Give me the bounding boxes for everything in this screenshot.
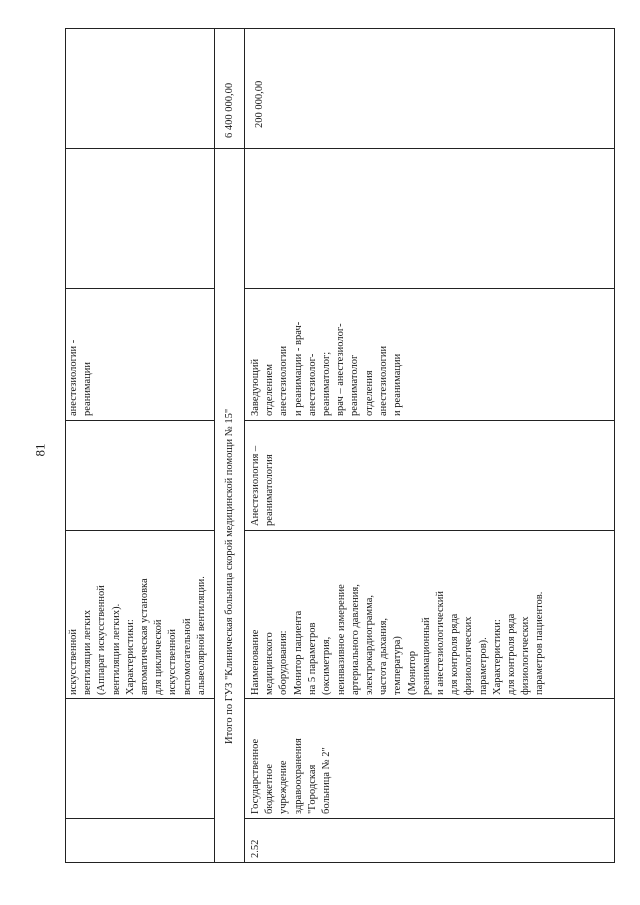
total-amount: 6 400 000,00 (224, 82, 235, 138)
row-number: 2.52 (250, 839, 261, 858)
col-divider-a2 (245, 148, 615, 149)
institution-cell (245, 698, 615, 818)
total-label: Итого по ГУЗ "Клиническая больница скорой медицинской помощи № 15" (224, 408, 235, 744)
continuation-equipment-text: искусственной вентиляции легких (Аппарат искусственной вентиляции легких). Характеристики: автоматическая установка для циклической искусственной вспомогательной альвеолярной вентиляции. (68, 576, 207, 695)
equipment-text: Монитор пациента на 5 параметров (оксиметрия, неинвазивное измерение артериального давления, электрокардиограмма, частота дыхания, температура) (Монитор реанимационный и анестезиологический для контроля ряда физиологических параметров). Характеристики: для контроля ряда физиологических параметров пациентов. (293, 584, 546, 695)
specialty-cell (245, 420, 615, 530)
equipment-cell (245, 530, 615, 698)
page-number: 81 (32, 443, 48, 457)
col-divider-e (65, 698, 215, 699)
row-number-cell (245, 818, 615, 862)
document-table (65, 28, 615, 863)
total-amount-cell (215, 28, 245, 148)
responsible-text: Заведующий отделением анестезиологии и реанимации - врач- анестезиолог- реаниматолог; врач – анестезиолог- реаниматолог отделения анестезиологии и реанимации (250, 321, 404, 416)
amount-text: 200 000,00 (254, 80, 265, 128)
table-border-bottom (65, 862, 615, 863)
specialty-text: Анестезиология – реаниматология (250, 445, 276, 526)
responsible-cell (245, 288, 615, 420)
col-divider-f (65, 818, 215, 819)
table-border-left (65, 28, 66, 863)
continuation-responsible-text: анестезиологии - реанимации (68, 339, 94, 416)
continuation-responsible-cell (65, 288, 215, 420)
total-label-cell (215, 148, 245, 862)
institution-text: Государственное бюджетное учреждение здравоохранения "Городская больница № 2" (250, 738, 333, 814)
col-divider-c (65, 420, 215, 421)
amount-cell (245, 28, 615, 148)
equipment-heading: Наименование медицинского оборудования: (250, 629, 290, 695)
col-divider-a (65, 148, 215, 149)
continuation-equipment-cell (65, 530, 215, 698)
